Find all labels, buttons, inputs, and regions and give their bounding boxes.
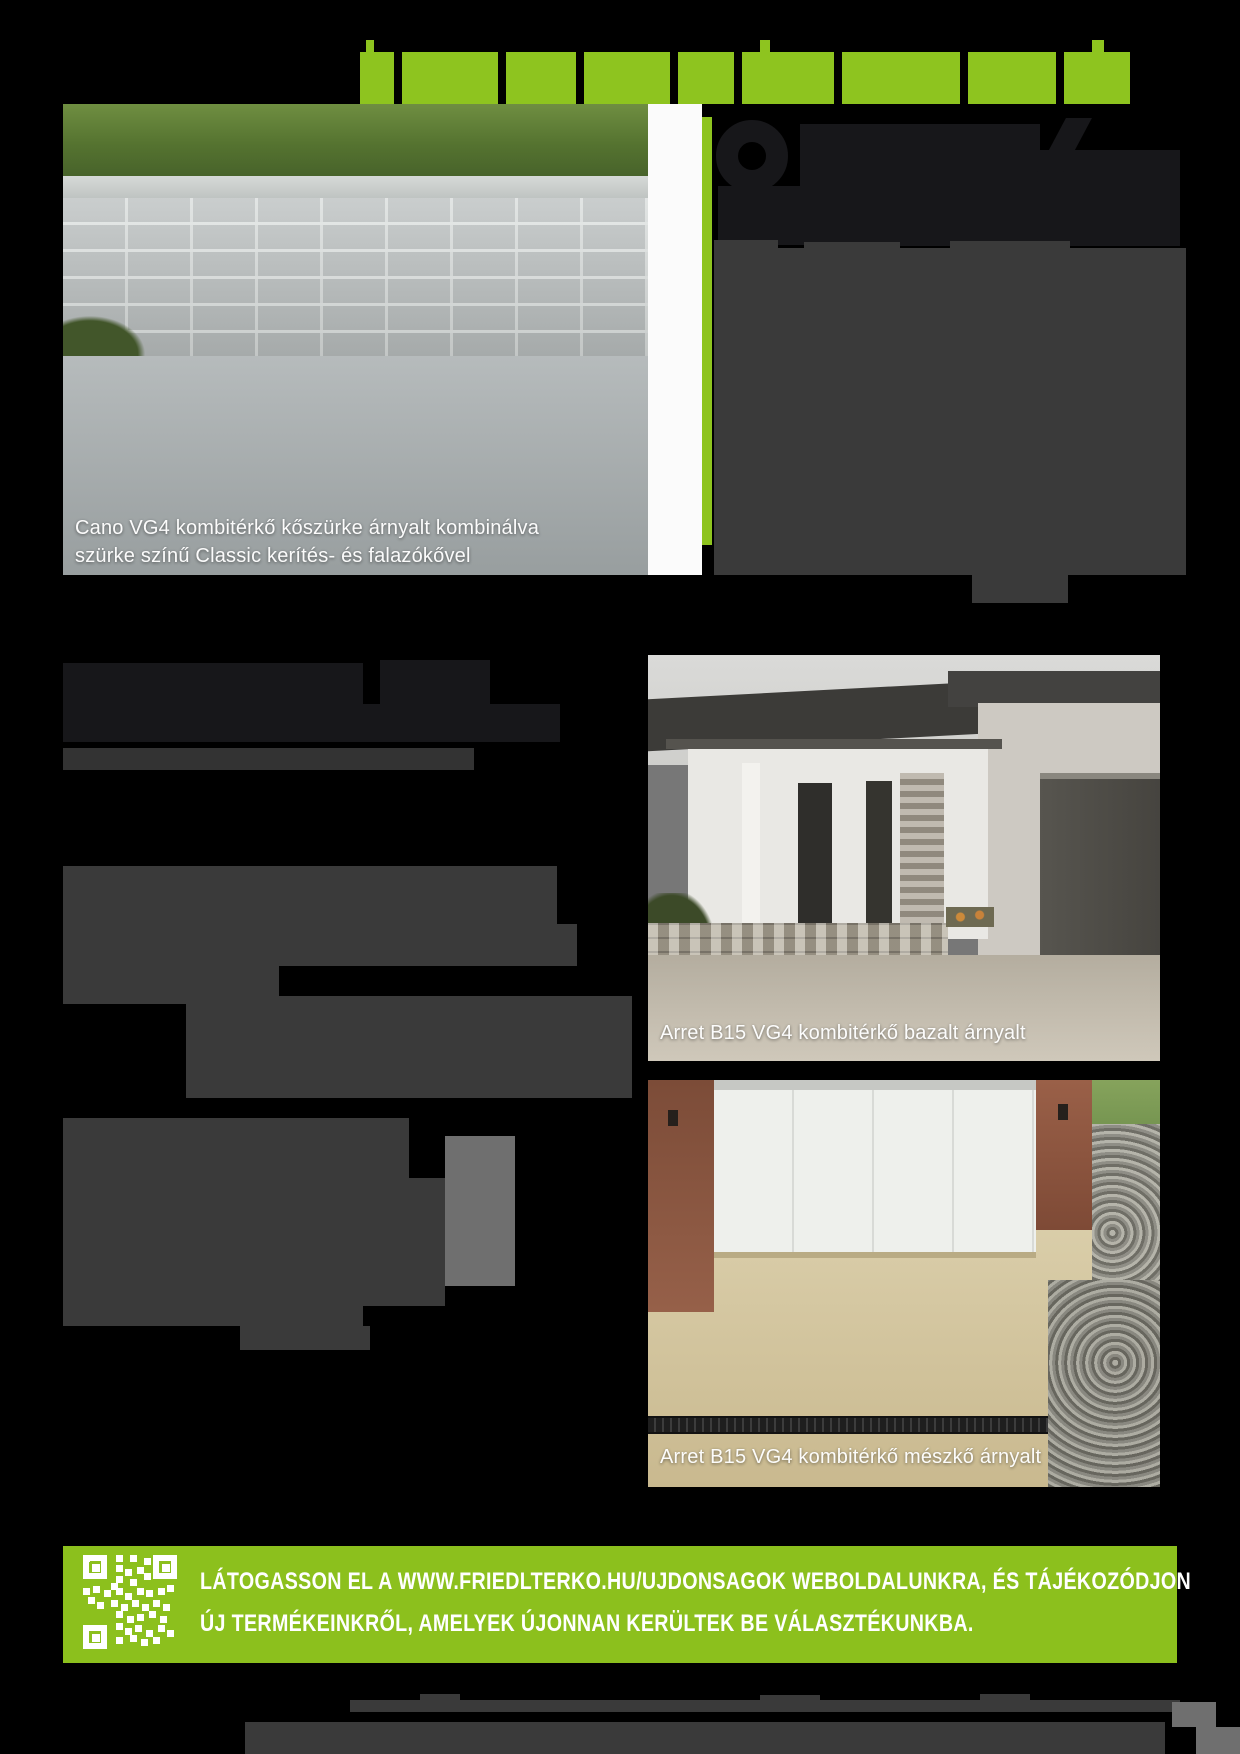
white-gutter bbox=[648, 104, 702, 575]
roof-layer bbox=[948, 671, 1160, 707]
caption-line-2: szürke színű Classic kerítés- és falazókővel bbox=[75, 545, 471, 567]
title-word-block bbox=[842, 52, 960, 104]
title-word-block bbox=[1064, 52, 1130, 104]
title-word-block bbox=[968, 52, 1056, 104]
wall-coping-layer bbox=[63, 176, 648, 198]
redacted-text-block bbox=[63, 866, 557, 924]
door-shadow-layer bbox=[714, 1252, 1036, 1258]
qr-finder-topleft bbox=[83, 1555, 107, 1579]
redacted-text-block bbox=[714, 248, 1186, 545]
heading-block bbox=[380, 660, 490, 707]
promo-banner bbox=[63, 1546, 1192, 1663]
photo-cano-vg4-wall bbox=[63, 104, 648, 575]
left-wall-layer bbox=[648, 1080, 714, 1312]
page-number-block bbox=[1172, 1702, 1216, 1727]
photo-caption bbox=[660, 1019, 1026, 1047]
gabion-wall-layer bbox=[1048, 1280, 1160, 1487]
photo-caption bbox=[75, 514, 539, 570]
photo-caption bbox=[660, 1443, 1041, 1471]
title-ascender-fragment bbox=[366, 40, 374, 54]
subheading-line bbox=[63, 748, 474, 770]
heading-block bbox=[63, 704, 560, 742]
photo-arret-b15-bazalt bbox=[648, 655, 1160, 1061]
heading-letter-c bbox=[716, 120, 788, 192]
redacted-text-block bbox=[245, 1722, 1165, 1754]
stone-pillar-layer bbox=[900, 773, 944, 935]
caption-line-1: Arret B15 VG4 kombitérkő bazalt árnyalt bbox=[660, 1022, 1026, 1044]
qr-finder-topright bbox=[153, 1555, 177, 1579]
redacted-text-block bbox=[240, 1326, 370, 1350]
qr-finder-bottomleft bbox=[83, 1625, 107, 1649]
title-ascender-fragment bbox=[760, 40, 770, 54]
heading-block bbox=[718, 186, 1180, 245]
caption-line-1: Arret B15 VG4 kombitérkő mészkő árnyalt bbox=[660, 1446, 1042, 1468]
title-word-block bbox=[402, 52, 498, 104]
flower-planter-layer bbox=[946, 907, 994, 927]
title-word-block bbox=[678, 52, 734, 104]
wall-lamp bbox=[1058, 1104, 1068, 1120]
photo-arret-b15-meszko bbox=[648, 1080, 1160, 1487]
title-word-block bbox=[506, 52, 576, 104]
redacted-text-block bbox=[186, 996, 632, 1098]
banner-text-line-1[interactable]: LÁTOGASSON EL A WWW.FRIEDLTERKO.HU/UJDONSAGOK WEBOLDALUNKRA, ÉS TÁJÉKOZÓDJON bbox=[200, 1568, 1192, 1595]
entrance-door-layer bbox=[798, 783, 832, 935]
title-word-block bbox=[742, 52, 834, 104]
hedge-layer bbox=[63, 104, 648, 178]
right-wall-layer bbox=[1036, 1080, 1092, 1230]
porch-roof-layer bbox=[666, 739, 1002, 749]
redacted-text-block bbox=[63, 1306, 363, 1326]
banner-text-line-2: ÚJ TERMÉKEINKRŐL, AMELYEK ÚJONNAN KERÜLTEK BE VÁLASZTÉKUNKBA. bbox=[200, 1610, 974, 1637]
drainage-channel-layer bbox=[648, 1416, 1048, 1434]
title-word-block bbox=[360, 52, 394, 104]
title-ascender-fragment bbox=[1092, 40, 1104, 54]
green-accent-rule bbox=[702, 117, 712, 545]
garage-door-layer bbox=[1040, 773, 1160, 971]
redacted-text-block-light bbox=[445, 1136, 515, 1286]
qr-finder-dot bbox=[92, 1564, 100, 1572]
caption-line-1: Cano VG4 kombitérkő kőszürke árnyalt kombinálva bbox=[75, 517, 540, 539]
garage-door-layer bbox=[714, 1080, 1036, 1252]
redacted-text-block bbox=[63, 1236, 445, 1306]
qr-finder-dot bbox=[92, 1634, 100, 1642]
porch-column-layer bbox=[742, 763, 760, 935]
redacted-text-block bbox=[972, 575, 1068, 603]
redacted-text-block bbox=[714, 545, 1186, 575]
redacted-text-block bbox=[63, 1118, 409, 1178]
redacted-text-block bbox=[350, 1700, 1180, 1712]
window-layer bbox=[866, 781, 892, 925]
heading-block bbox=[63, 663, 363, 707]
wall-lamp bbox=[668, 1110, 678, 1126]
title-word-block bbox=[584, 52, 670, 104]
page-number-block bbox=[1196, 1727, 1240, 1754]
redacted-text-block bbox=[63, 924, 577, 966]
qr-code-icon bbox=[83, 1555, 177, 1649]
qr-finder-dot bbox=[162, 1564, 170, 1572]
